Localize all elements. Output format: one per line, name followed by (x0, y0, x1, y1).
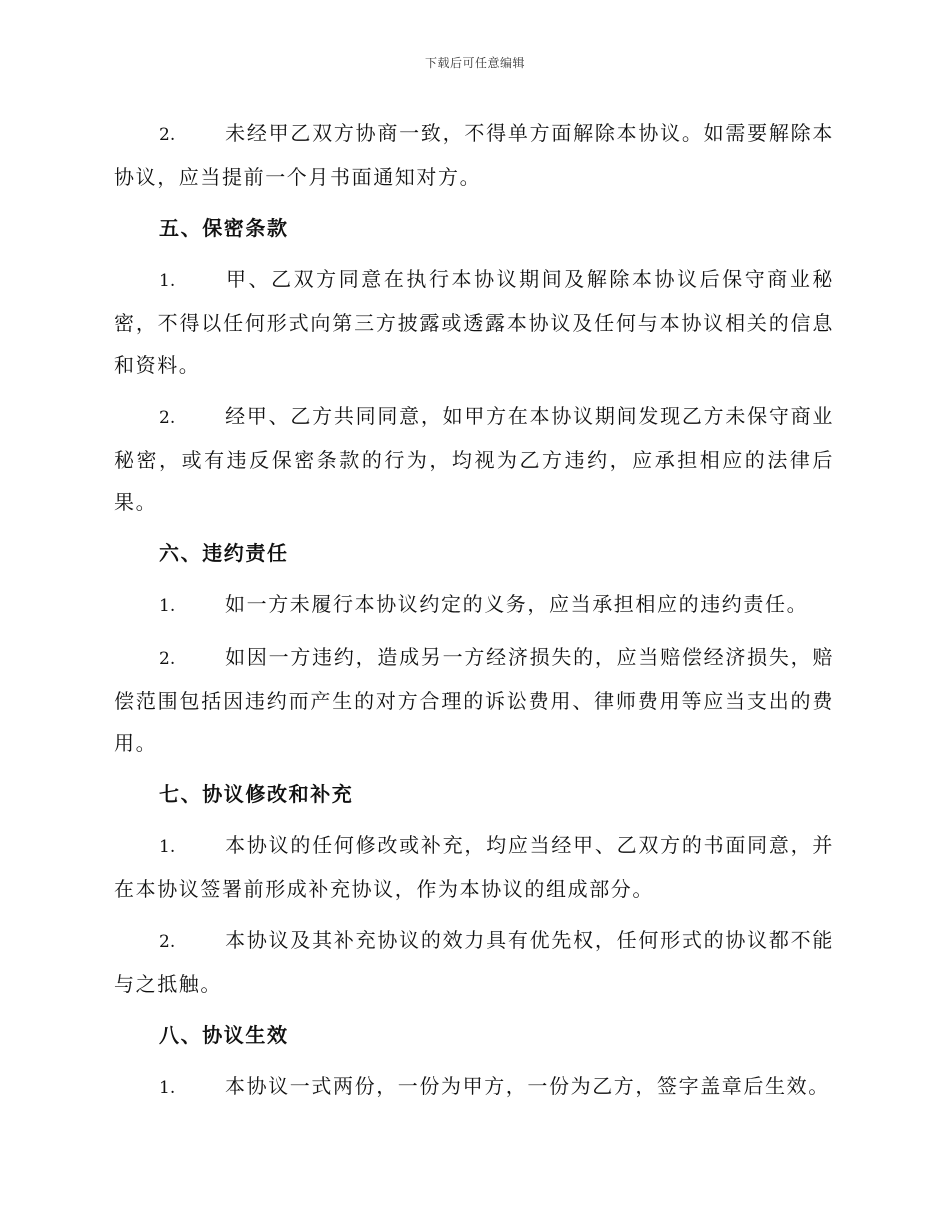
clause-text: 甲、乙双方同意在执行本协议期间及解除本协议后保守商业秘密，不得以任何形式向第三方披露或透露本协议及任何与本协议相关的信息和资料。 (114, 267, 834, 377)
clause-text: 未经甲乙双方协商一致，不得单方面解除本协议。如需要解除本协议，应当提前一个月书面通知对方。 (114, 121, 834, 189)
clause-number: 2. (159, 932, 176, 952)
clause-text: 如因一方违约，造成另一方经济损失的，应当赔偿经济损失，赔偿范围包括因违约而产生的对方合理的诉讼费用、律师费用等应当支出的费用。 (114, 645, 834, 755)
clause-number: 1. (159, 1078, 176, 1098)
section-heading-confidentiality: 五、保密条款 (159, 216, 289, 240)
clause-text: 如一方未履行本协议约定的义务，应当承担相应的违约责任。 (225, 592, 809, 616)
clause-number: 2. (159, 649, 176, 669)
clause-4-2 (114, 112, 834, 198)
clause-6-1 (114, 583, 834, 627)
clause-7-1 (114, 824, 834, 910)
clause-text: 本协议一式两份，一份为甲方，一份为乙方，签字盖章后生效。 (225, 1074, 830, 1098)
clause-number: 2. (159, 125, 176, 145)
clause-5-1 (114, 258, 834, 386)
clause-6-2 (114, 636, 834, 764)
clause-text: 经甲、乙方共同同意，如甲方在本协议期间发现乙方未保守商业秘密，或有违反保密条款的行为，均视为乙方违约，应承担相应的法律后果。 (114, 404, 834, 514)
clause-5-2 (114, 395, 834, 523)
page-header: 下载后可任意编辑 (424, 56, 525, 70)
section-heading-amendment: 七、协议修改和补充 (159, 782, 354, 806)
section-heading-effectiveness: 八、协议生效 (159, 1023, 289, 1047)
clause-number: 2. (159, 408, 176, 428)
clause-number: 1. (159, 271, 176, 291)
clause-number: 1. (159, 596, 176, 616)
clause-number: 1. (159, 837, 176, 857)
document-body (114, 112, 834, 1118)
clause-7-2 (114, 919, 834, 1005)
section-heading-liability: 六、违约责任 (159, 541, 289, 565)
clause-text: 本协议及其补充协议的效力具有优先权，任何形式的协议都不能与之抵触。 (114, 928, 834, 996)
clause-8-1 (114, 1065, 834, 1109)
clause-text: 本协议的任何修改或补充，均应当经甲、乙双方的书面同意，并在本协议签署前形成补充协议，作为本协议的组成部分。 (114, 833, 834, 901)
